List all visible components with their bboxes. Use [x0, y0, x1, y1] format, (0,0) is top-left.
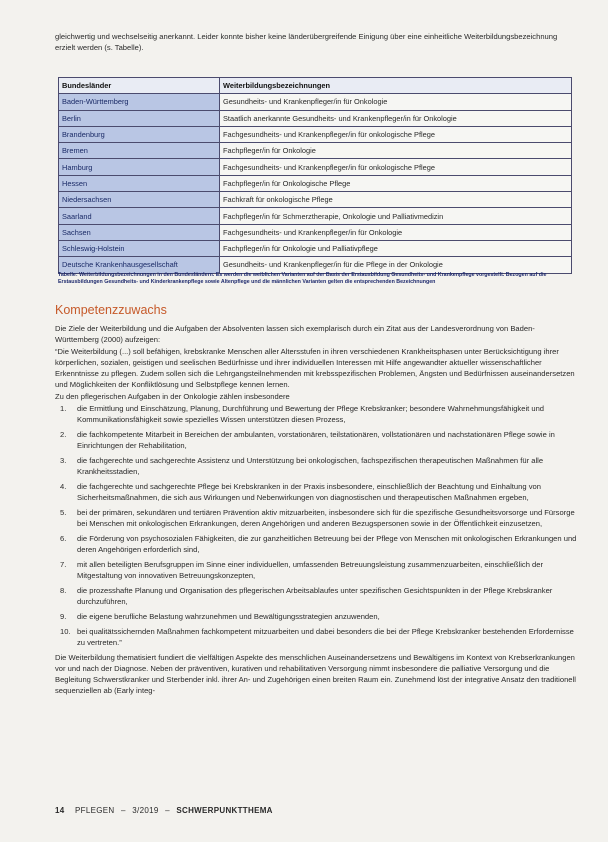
state-cell: Bremen [59, 143, 220, 159]
magazine-name: PFLEGEN [75, 806, 115, 815]
page-footer [55, 806, 273, 815]
state-cell: Berlin [59, 110, 220, 126]
designations-table-container [58, 77, 572, 274]
intro-paragraph: gleichwertig und wechselseitig anerkannt. Leider konnte bisher keine länderübergreifende Einigung über eine einheitliche Weiterbildungsbezeichnung erzielt werden (s. Tabelle). [55, 32, 558, 52]
state-cell: Hessen [59, 175, 220, 191]
list-item: 2. die fachkompetente Mitarbeit in Bereichen der ambulanten, vorstationären, teilstationären, vollstationären und nachstationären Pflege sowie in Einrichtungen der Rehabilitation, [60, 430, 555, 450]
state-cell: Deutsche Krankenhausgesellschaft [59, 257, 220, 273]
list-intro: Zu den pflegerischen Aufgaben in der Onkologie zählen insbesondere [55, 392, 290, 401]
designation-cell: Fachgesundheits- und Krankenpfleger/in für onkologische Pflege [220, 126, 572, 142]
designation-cell: Fachpfleger/in für Schmerztherapie, Onkologie und Palliativmedizin [220, 208, 572, 224]
state-cell: Schleswig-Holstein [59, 240, 220, 256]
designation-cell: Fachpfleger/in für Onkologische Pflege [220, 175, 572, 191]
table-header-row [59, 78, 572, 94]
tasks-list [55, 403, 577, 648]
designation-cell: Gesundheits- und Krankenpfleger/in für Onkologie [220, 94, 572, 110]
body-paragraph: Die Ziele der Weiterbildung und die Aufgaben der Absolventen lassen sich exemplarisch durch ein Zitat aus der Landesverordnung von Baden-Württemberg (2000) aufzeigen: [55, 324, 535, 344]
table-row [59, 192, 572, 208]
footer-separator: – [165, 806, 170, 815]
designation-cell: Fachgesundheits- und Krankenpfleger/in für onkologische Pflege [220, 159, 572, 175]
list-item: 6. die Förderung von psychosozialen Fähigkeiten, die zur ganzheitlichen Betreuung bei der Pflege von Menschen mit onkologischen Erkrankungen und deren Angehörigen erforderlich sind, [60, 534, 577, 554]
list-item: 10. bei qualitätssichernden Maßnahmen fachkompetent mitzuarbeiten und dabei besonders die bei der Pflege Krebskranker bestehenden Erfordernisse zu vertreten.” [60, 627, 574, 647]
closing-paragraph: Die Weiterbildung thematisiert fundiert die vielfältigen Aspekte des menschlichen Auseinandersetzens und Bewältigens im Kontext von Krebserkrankungen vor und nach der Diagnose. Neben der präventiven, kurativen und rehabilitativen Versorgung nimmt insbesondere die palliative Versorgung und die Begleitung Schwerstkranker und Sterbender inkl. ihrer An- und Zugehörigen einen breiten Raum ein. Zunehmend löst der integrative Ansatz den traditionell sequenziellen ab (Early integ- [55, 653, 576, 695]
quote-paragraph: “Die Weiterbildung (...) soll befähigen, krebskranke Menschen aller Altersstufen in ihren verschiedenen Krankheitsphasen unter Berücksichtigung ihrer körperlichen, sozialen, geistigen und seelischen Bedürfnisse und ihrer individuellen Interessen mit Hilfe angewandter aktueller wissenschaftlicher Erkenntnisse zu pflegen. Zudem sollen sich die Lehrgangsteilnehmenden mit krebsspezifischen Problemen, Ängsten und Bedürfnissen auseinandersetzen und Möglichkeiten der Konfliktlösung und Selbstpflege kennen lernen. [55, 347, 575, 389]
table-row [59, 175, 572, 191]
table-row [59, 126, 572, 142]
table-row [59, 208, 572, 224]
designation-cell: Fachpfleger/in für Onkologie und Palliativpflege [220, 240, 572, 256]
table-row [59, 143, 572, 159]
header-designations: Weiterbildungsbezeichnungen [220, 78, 572, 94]
list-item: 4. die fachgerechte und sachgerechte Pflege bei Krebskranken in der Praxis insbesondere, einschließlich der Beachtung und Einhaltung von Sicherheitsmaßnahmen, die sich aus Wirkungen und Nebenwirkungen von diagnostischen und therapeutischen Maßnahmen ergeben, [60, 482, 541, 502]
state-cell: Saarland [59, 208, 220, 224]
page-number: 14 [55, 806, 65, 815]
footer-separator: – [121, 806, 126, 815]
state-cell: Brandenburg [59, 126, 220, 142]
designations-table [58, 77, 572, 274]
table-caption: Tabelle: Weiterbildungsbezeichnungen in den Bundesländern. Es werden die weiblichen Varianten auf der Basis der Erstausbildung Gesundheits- und Krankenpflege vorgestellt. Bezogen auf die Erstausbildungen Gesundheits- und Kinderkrankenpflege sowie Altenpflege und die männlichen Varianten gelten die entsprechenden Bezeichnungen [58, 272, 547, 285]
section-heading: Kompetenzzuwachs [55, 303, 167, 317]
list-item: 3. die fachgerechte und sachgerechte Assistenz und Unterstützung bei onkologischen, fachspezifischen therapeutischen Maßnahmen für alle Krankheitsstadien, [60, 456, 544, 476]
designation-cell: Fachpfleger/in für Onkologie [220, 143, 572, 159]
issue-number: 3/2019 [132, 806, 159, 815]
designation-cell: Staatlich anerkannte Gesundheits- und Krankenpfleger/in für Onkologie [220, 110, 572, 126]
table-row [59, 159, 572, 175]
list-item: 5. bei der primären, sekundären und tertiären Prävention aktiv mitzuarbeiten, insbesondere sich für die spezifische Gesundheitsvorsorge und Fürsorge bei Menschen mit onkologischen Erkrankungen, deren Angehörigen und anderen Bezugspersonen sowie in der Öffentlichkeit einzusetzen, [60, 508, 575, 528]
designation-cell: Fachgesundheits- und Krankenpfleger/in für Onkologie [220, 224, 572, 240]
list-item: 1. die Ermittlung und Einschätzung, Planung, Durchführung und Bewertung der Pflege Krebskranker; besondere Wahrnehmungsfähigkeit und Kommunikationsfähigkeit sowie spezielles Wissen unterstützen diesen Prozess, [60, 404, 545, 424]
table-row [59, 240, 572, 256]
state-cell: Niedersachsen [59, 192, 220, 208]
section-name: SCHWERPUNKTTHEMA [176, 806, 273, 815]
table-row [59, 257, 572, 273]
article-body [55, 323, 577, 697]
table-row [59, 224, 572, 240]
state-cell: Hamburg [59, 159, 220, 175]
designation-cell: Fachkraft für onkologische Pflege [220, 192, 572, 208]
table-row [59, 94, 572, 110]
list-item: 9. die eigene berufliche Belastung wahrzunehmen und Bewältigungsstrategien anzuwenden, [60, 612, 380, 621]
list-item: 7. mit allen beteiligten Berufsgruppen im Sinne einer individuellen, umfassenden Betreuungsleistung zusammenzuarbeiten, einschließlich der Mitgestaltung von innovativen Betreuungskonzepten, [60, 560, 544, 580]
header-states: Bundesländer [59, 78, 220, 94]
state-cell: Baden-Württemberg [59, 94, 220, 110]
table-row [59, 110, 572, 126]
list-item: 8. die prozesshafte Planung und Organisation des pflegerischen Arbeitsablaufes unter spezifischen Gesichtspunkten in der Pflege Krebskranker durchzuführen, [60, 586, 553, 606]
designation-cell: Gesundheits- und Krankenpfleger/in für die Pflege in der Onkologie [220, 257, 572, 273]
state-cell: Sachsen [59, 224, 220, 240]
